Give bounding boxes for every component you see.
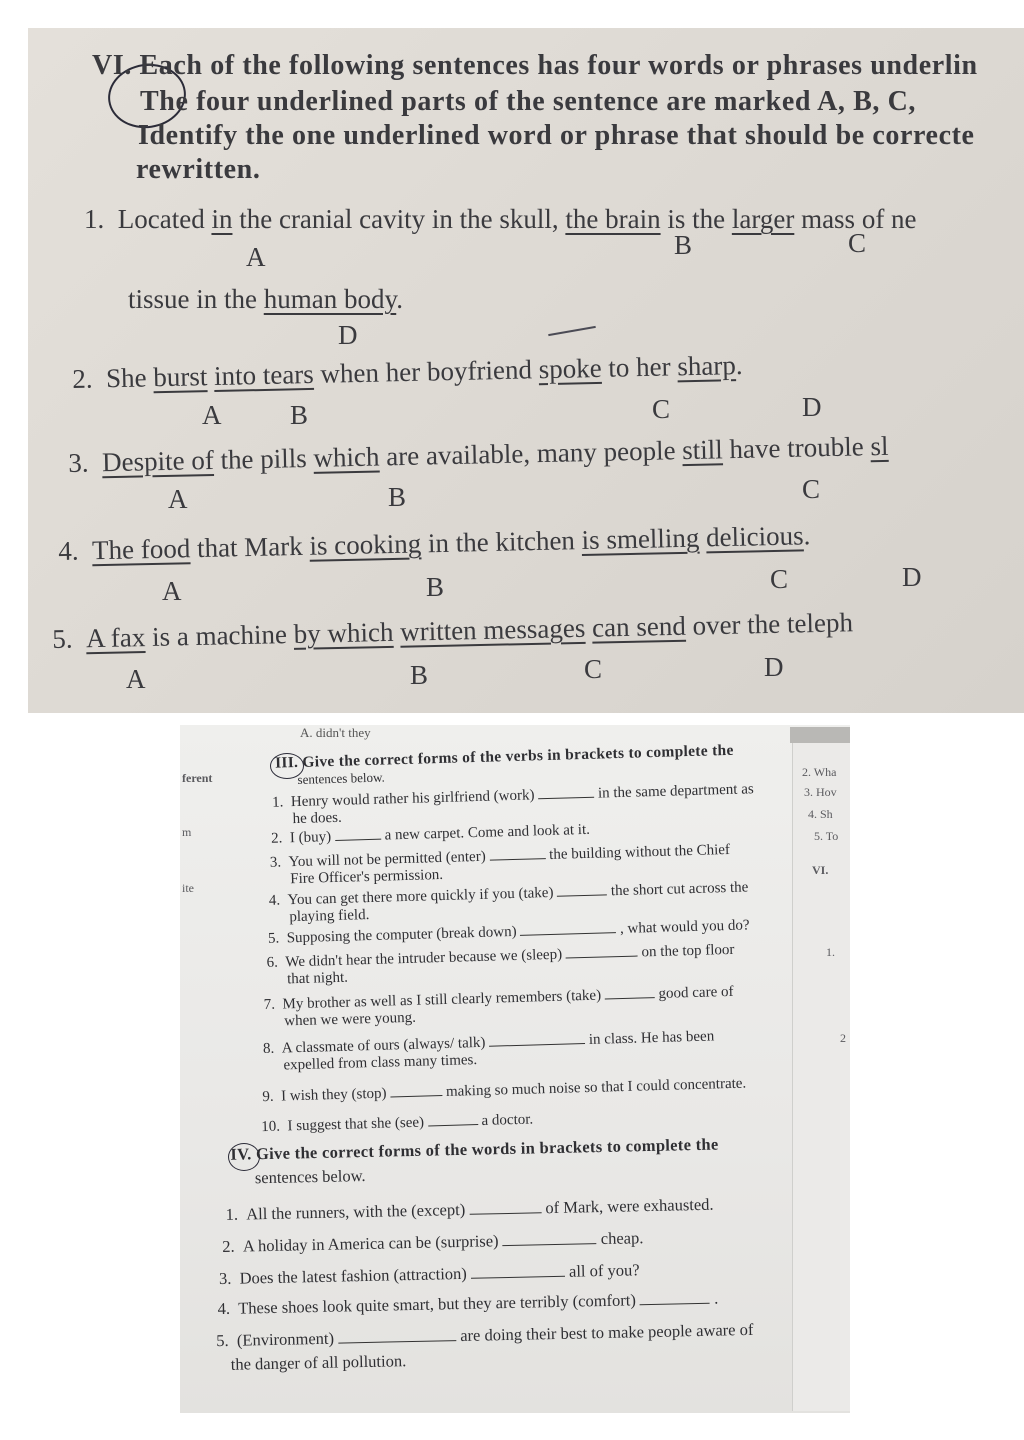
exercise-item (266, 942, 734, 972)
exercise-item (264, 984, 734, 1014)
exercise-item (262, 1076, 746, 1107)
exercise-vi-photo (28, 28, 1024, 713)
item-text: A classmate of ours (always/ talk) (281, 1034, 486, 1057)
item-text: You can get there more quickly if you (take) (287, 884, 554, 909)
section-number: VI. (92, 50, 132, 81)
underlined-a: in (211, 204, 233, 234)
item-continuation: he does. (292, 809, 343, 828)
item-continuation: that night. (286, 969, 349, 988)
answer-blank[interactable] (335, 839, 381, 841)
right-edge-text: VI. (812, 863, 829, 877)
answer-blank[interactable] (566, 956, 638, 959)
option-letter-a: A (162, 576, 182, 606)
question-5: 5. A fax is a machine by which written messages can send over the teleph (52, 607, 854, 654)
item-text: I wish they (stop) (280, 1085, 387, 1105)
exercise-item (216, 1320, 754, 1351)
underlined-b: the brain (565, 204, 661, 234)
answer-blank[interactable] (338, 1340, 456, 1343)
question-1-line1: 1. Located in the cranial cavity in the skull, the brain is the larger mass of ne (84, 204, 917, 234)
answer-blank[interactable] (520, 932, 616, 936)
item-text: Does the latest fashion (attraction) (239, 1263, 467, 1288)
item-number: 8. (262, 1040, 275, 1058)
option-letter-b: B (674, 230, 693, 260)
answer-blank[interactable] (557, 894, 607, 896)
item-text: all of you? (568, 1260, 640, 1281)
section-iii (260, 725, 812, 1145)
exercise-item (219, 1260, 640, 1289)
item-text: in the same department as (597, 781, 754, 802)
item-text: I (buy) (289, 829, 332, 847)
item-number: 2. (270, 830, 283, 847)
option-letter-b: B (290, 400, 309, 430)
answer-blank[interactable] (469, 1212, 541, 1215)
underlined-d: human body (263, 284, 397, 314)
item-text: (Environment) (236, 1328, 335, 1350)
item-text: We didn't hear the intruder because we (sleep) (285, 946, 563, 971)
item-number: 5. (216, 1330, 229, 1351)
section-iv (216, 1124, 825, 1397)
answer-blank[interactable] (538, 797, 594, 800)
option-letter-d: D (764, 652, 784, 682)
item-text: Henry would rather his girlfriend (work) (290, 787, 535, 811)
option-letter-b: B (426, 572, 445, 602)
item-number: 4. (217, 1298, 231, 1319)
pen-mark (548, 326, 596, 336)
option-letter-a: A (202, 400, 222, 430)
exercise-item (270, 842, 731, 872)
left-edge-text: ite (182, 881, 194, 895)
item-number: 10. (261, 1118, 281, 1136)
item-text: You will not be permitted (enter) (288, 848, 486, 871)
item-number: 7. (263, 996, 276, 1013)
item-number: 5. (267, 930, 280, 947)
item-text: a new carpet. Come and look at it. (384, 821, 591, 844)
item-text: , what would you do? (619, 917, 750, 938)
item-text: the short cut across the (610, 879, 749, 900)
item-number: 3. (269, 854, 282, 871)
exercise-item (263, 1028, 715, 1058)
item-continuation: playing field. (289, 907, 370, 926)
item-text: I suggest that she (see) (287, 1114, 425, 1135)
item-text: These shoes look quite smart, but they are terribly (comfort) (238, 1290, 637, 1318)
right-edge-text: 2 (840, 1031, 846, 1045)
item-number: 4. (268, 892, 281, 909)
answer-blank[interactable] (471, 1276, 565, 1279)
heading-text: Each of the following sentences has four words or phrases underlin (139, 50, 978, 81)
exercise-iii-iv-photo (180, 725, 850, 1413)
item-number: 1. (271, 794, 284, 811)
item-text: . (713, 1288, 719, 1308)
option-letter-d: D (902, 562, 922, 592)
item-text: good care of (658, 983, 734, 1002)
previous-item-remnant: A. didn't they (300, 725, 371, 740)
item-text: making so much noise so that I could concentrate. (445, 1075, 747, 1100)
answer-blank[interactable] (490, 858, 546, 861)
item-text: a doctor. (481, 1111, 534, 1129)
left-edge-text: m (182, 825, 192, 839)
item-number: 1. (225, 1204, 239, 1224)
item-continuation: Fire Officer's permission. (290, 866, 444, 888)
option-letter-c: C (584, 654, 603, 684)
option-letter-b: B (410, 660, 429, 690)
option-letter-c: C (770, 564, 789, 594)
section-heading-line3: Identify the one underlined word or phrase that should be correcte (138, 120, 975, 151)
answer-blank[interactable] (390, 1095, 442, 1097)
item-number: 9. (262, 1088, 274, 1106)
item-number: 6. (266, 954, 279, 971)
section-iv-heading-line2: sentences below. (254, 1165, 366, 1188)
right-edge-text: 4. Sh (808, 807, 833, 821)
item-text: All the runners, with the (except) (246, 1199, 466, 1224)
item-text: cheap. (600, 1228, 644, 1249)
item-text: of Mark, were exhausted. (545, 1194, 714, 1218)
item-text: A holiday in America can be (surprise) (242, 1231, 499, 1256)
option-letter-d: D (802, 392, 822, 422)
section-heading-line1 (92, 50, 978, 82)
right-edge-text: 1. (826, 945, 835, 959)
answer-blank[interactable] (489, 1043, 585, 1047)
option-letter-a: A (246, 242, 266, 272)
right-edge-text: 2. Wha (802, 765, 837, 779)
answer-blank[interactable] (503, 1243, 597, 1246)
option-letter-c: C (652, 394, 671, 424)
item-text: Supposing the computer (break down) (286, 923, 517, 947)
item-text: are doing their best to make people aware of (460, 1319, 754, 1346)
option-letter-c: C (802, 474, 821, 504)
left-edge-text: ferent (182, 771, 213, 785)
question-2: 2. She burst into tears when her boyfriend spoke to her sharp. (72, 349, 743, 394)
section-heading-line4: rewritten. (136, 154, 261, 185)
section-iv-heading: IV. Give the correct forms of the words in brackets to complete the (230, 1134, 719, 1164)
option-letter-d: D (338, 320, 358, 350)
item-number: 2. (222, 1236, 235, 1256)
option-letter-a: A (168, 484, 188, 514)
answer-blank[interactable] (640, 1303, 710, 1305)
item-text: on the top floor (641, 941, 735, 961)
right-edge-text: 3. Hov (804, 785, 837, 799)
question-1-line2: tissue in the human body. (128, 284, 403, 314)
section-iii-heading: III. Give the correct forms of the verbs in brackets to complete the (274, 741, 734, 772)
exercise-item (222, 1228, 643, 1257)
item-continuation: when we were young. (284, 1009, 417, 1030)
answer-blank[interactable] (428, 1124, 478, 1126)
item-text: the building without the Chief (548, 841, 731, 863)
option-letter-b: B (388, 482, 407, 512)
exercise-item (225, 1195, 713, 1225)
item-continuation: expelled from class many times. (283, 1052, 478, 1074)
section-heading-line2: The four underlined parts of the sentence are marked A, B, C, (140, 86, 916, 117)
answer-blank[interactable] (605, 997, 655, 999)
item-number: 3. (218, 1268, 232, 1289)
item-continuation: the danger of all pollution. (230, 1351, 407, 1374)
section-iii-heading-line2: sentences below. (297, 769, 385, 787)
right-edge-text: 5. To (814, 829, 839, 843)
item-text: in class. He has been (588, 1028, 715, 1048)
option-letter-a: A (126, 664, 146, 694)
question-3: 3. Despite of the pills which are available, many people still have trouble sl (68, 430, 889, 478)
option-letter-c: C (848, 228, 867, 258)
underlined-c: larger (731, 204, 795, 234)
question-4: 4. The food that Mark is cooking in the kitchen is smelling delicious. (58, 520, 811, 566)
exercise-item (217, 1289, 718, 1319)
item-text: My brother as well as I still clearly remembers (take) (282, 987, 602, 1013)
